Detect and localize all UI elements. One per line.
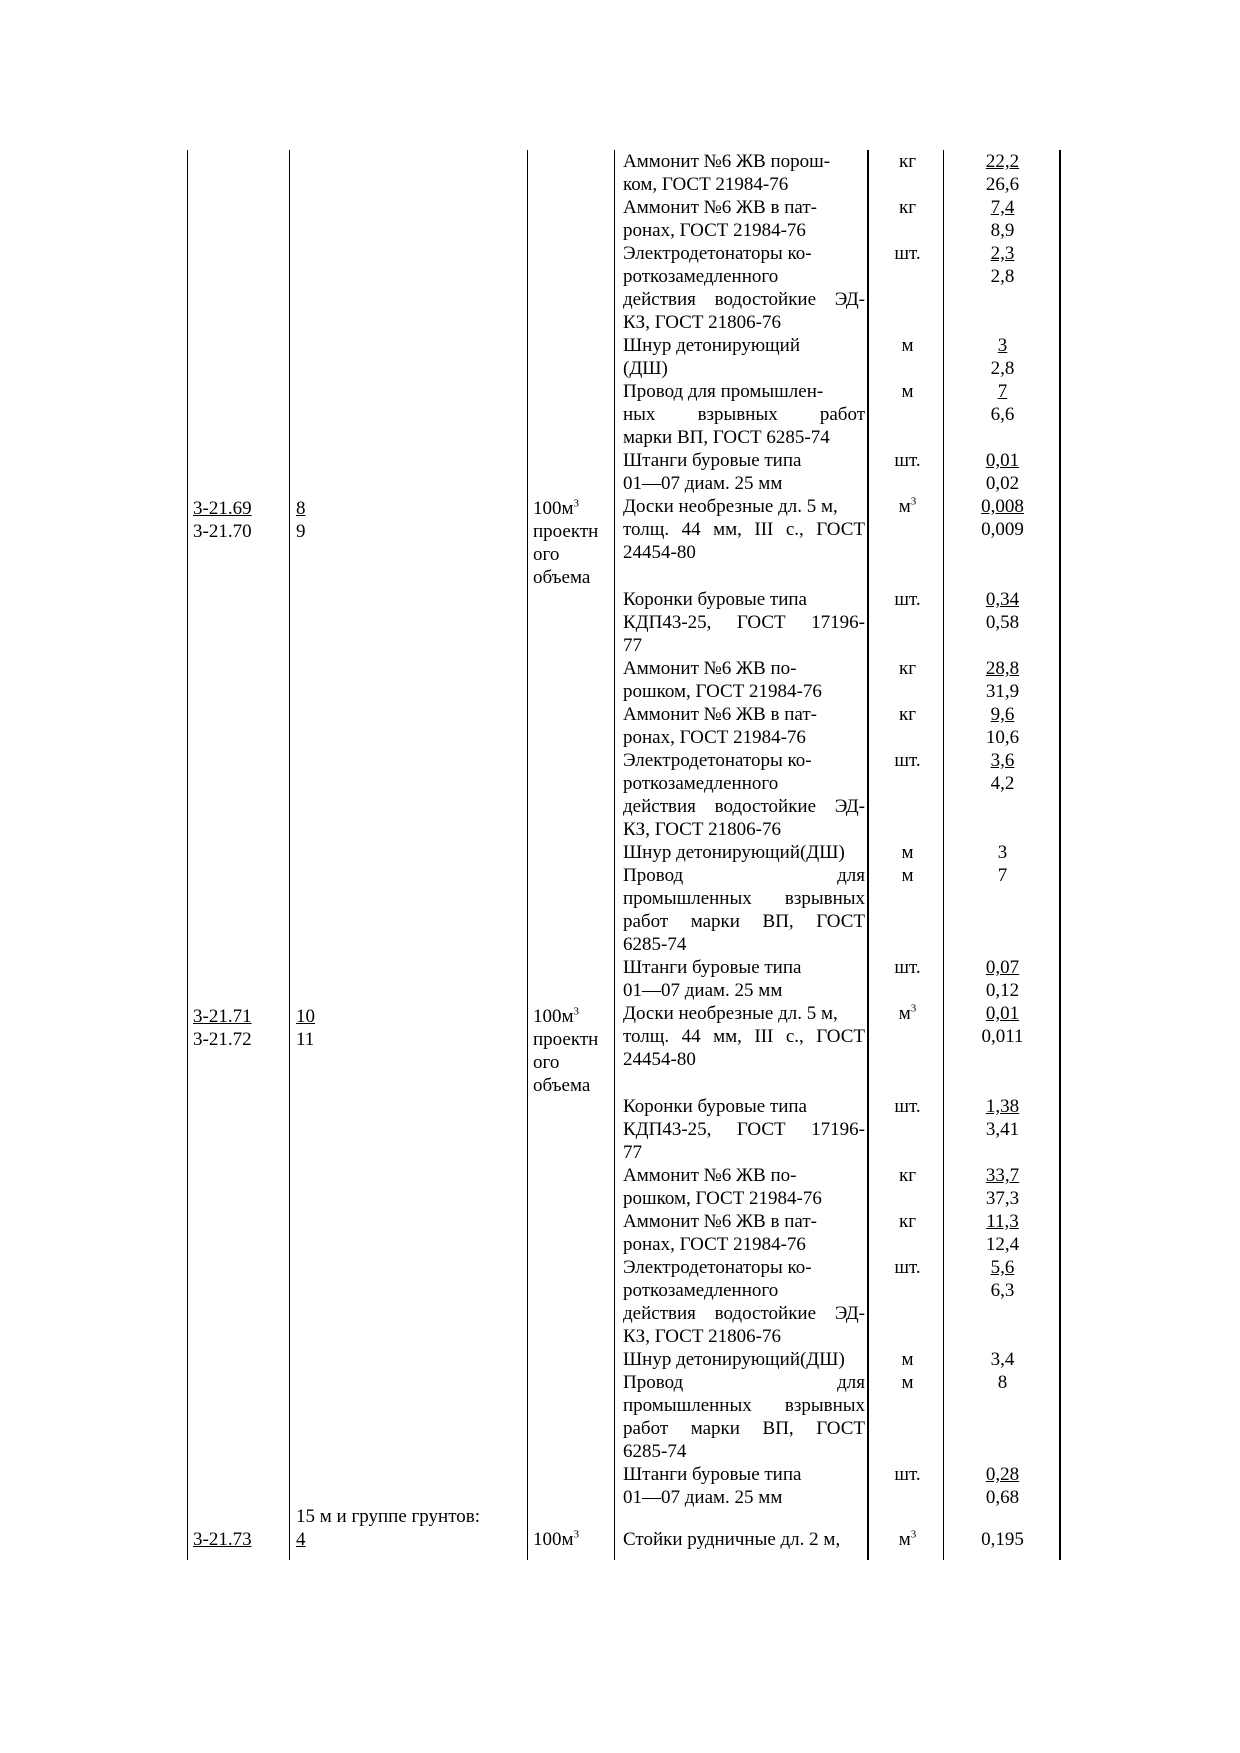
material-quantity bbox=[950, 703, 1055, 749]
quantity-norm: 33,7 bbox=[985, 1165, 1020, 1186]
norm-parameter: 8 bbox=[296, 498, 306, 519]
material-unit: шт. bbox=[894, 1257, 921, 1278]
quantity-norm-alt: 0,12 bbox=[985, 980, 1020, 1001]
norm-parameter: 10 bbox=[296, 1006, 315, 1027]
material-name bbox=[623, 449, 865, 495]
material-name-line: Доски необрезные дл. 5 м, bbox=[623, 496, 838, 517]
material-unit: шт. bbox=[894, 589, 921, 610]
material-quantity bbox=[950, 242, 1055, 288]
material-quantity bbox=[950, 841, 1055, 864]
material-quantity bbox=[950, 1210, 1055, 1256]
material-name bbox=[623, 956, 865, 1002]
material-name-line: толщ. 44 мм, III с., ГОСТ bbox=[623, 519, 865, 540]
material-name-line: Штанги буровые типа bbox=[623, 450, 802, 471]
material-name-line: Коронки буровые типа bbox=[623, 1096, 807, 1117]
material-name-line: марки ВП, ГОСТ 6285-74 bbox=[623, 427, 830, 448]
material-unit: $м^3$ bbox=[898, 1002, 917, 1024]
norm-parameter: 4 bbox=[296, 1529, 306, 1550]
material-quantity bbox=[950, 334, 1055, 380]
material-name-line: промышленных взрывных bbox=[623, 1395, 865, 1416]
measure-unit: $100м^3$ bbox=[533, 1005, 580, 1027]
quantity-norm: 0,34 bbox=[985, 589, 1020, 610]
quantity-norm: 22,2 bbox=[985, 151, 1020, 172]
material-name bbox=[623, 657, 865, 703]
quantity-norm: 3,4 bbox=[990, 1349, 1015, 1370]
material-name-line: промышленных взрывных bbox=[623, 888, 865, 909]
quantity-norm: 7,4 bbox=[990, 197, 1015, 218]
quantity-norm-alt: 8,9 bbox=[990, 220, 1015, 241]
quantity-norm-alt: 6,3 bbox=[990, 1280, 1015, 1301]
norm-parameter: 9 bbox=[296, 521, 306, 542]
quantity-norm: 0,01 bbox=[985, 450, 1020, 471]
material-quantity bbox=[950, 196, 1055, 242]
material-name-line: рошком, ГОСТ 21984-76 bbox=[623, 1188, 822, 1209]
material-quantity bbox=[950, 1164, 1055, 1210]
material-name-line: 01—07 диам. 25 мм bbox=[623, 473, 783, 494]
material-name bbox=[623, 588, 865, 657]
section-heading: 15 м и группе грунтов: bbox=[296, 1506, 481, 1527]
quantity-norm-alt: 0,011 bbox=[981, 1026, 1024, 1047]
material-name-line: толщ. 44 мм, III с., ГОСТ bbox=[623, 1026, 865, 1047]
quantity-norm: 28,8 bbox=[985, 658, 1020, 679]
measure-unit: $100м^3$ bbox=[533, 1528, 580, 1550]
quantity-norm-alt: 0,68 bbox=[985, 1487, 1020, 1508]
norm-code: 3-21.71 bbox=[193, 1006, 252, 1027]
material-unit: кг bbox=[898, 704, 917, 725]
norm-code: 3-21.72 bbox=[193, 1029, 252, 1050]
material-name: Стойки рудничные дл. 2 м, bbox=[623, 1529, 841, 1550]
material-name-line: Аммонит №6 ЖВ по- bbox=[623, 658, 797, 679]
material-quantity bbox=[950, 1256, 1055, 1302]
material-unit: кг bbox=[898, 197, 917, 218]
quantity-norm: 7 bbox=[997, 865, 1008, 886]
quantity-norm: 5,6 bbox=[990, 1257, 1015, 1278]
material-name-line: 24454-80 bbox=[623, 542, 696, 563]
quantity-norm-alt: 6,6 bbox=[990, 404, 1015, 425]
material-name bbox=[623, 1210, 865, 1256]
material-name-line: ком, ГОСТ 21984-76 bbox=[623, 174, 789, 195]
material-unit: м bbox=[901, 842, 914, 863]
measure-unit-text: проектн bbox=[533, 521, 599, 542]
material-name-line: Аммонит №6 ЖВ по- bbox=[623, 1165, 797, 1186]
material-unit: кг bbox=[898, 1211, 917, 1232]
material-name bbox=[623, 196, 865, 242]
material-unit: $м^3$ bbox=[898, 1528, 917, 1550]
material-name-line: Шнур детонирующий(ДШ) bbox=[623, 1349, 845, 1370]
material-name-line: работ марки ВП, ГОСТ bbox=[623, 1418, 865, 1439]
quantity-norm-alt: 31,9 bbox=[985, 681, 1020, 702]
quantity-norm-alt: 4,2 bbox=[990, 773, 1015, 794]
measure-unit-text: объема bbox=[533, 1075, 591, 1096]
material-quantity bbox=[950, 1002, 1055, 1048]
material-quantity bbox=[950, 588, 1055, 634]
material-name bbox=[623, 1463, 865, 1509]
material-unit: м bbox=[901, 865, 914, 886]
quantity-norm: 2,3 bbox=[990, 243, 1015, 264]
material-quantity bbox=[950, 449, 1055, 495]
material-name-line: ронах, ГОСТ 21984-76 bbox=[623, 727, 806, 748]
material-name bbox=[623, 864, 865, 956]
measure-unit-text: проектн bbox=[533, 1029, 599, 1050]
material-quantity bbox=[950, 1371, 1055, 1394]
material-name bbox=[623, 1256, 865, 1348]
table-rule bbox=[187, 150, 188, 1560]
material-name-line: Электродетонаторы ко- bbox=[623, 750, 812, 771]
material-name-line: Аммонит №6 ЖВ в пат- bbox=[623, 704, 817, 725]
material-name-line: 01—07 диам. 25 мм bbox=[623, 1487, 783, 1508]
table-rule bbox=[1059, 150, 1061, 1560]
material-name-line: Электродетонаторы ко- bbox=[623, 1257, 812, 1278]
material-unit: кг bbox=[898, 658, 917, 679]
norm-code: 3-21.73 bbox=[193, 1529, 252, 1550]
norm-code: 3-21.70 bbox=[193, 521, 252, 542]
material-quantity bbox=[950, 749, 1055, 795]
table-rule bbox=[614, 150, 615, 1560]
quantity-norm-alt: 2,8 bbox=[990, 358, 1015, 379]
material-name-line: КДП43-25, ГОСТ 17196- bbox=[623, 1119, 865, 1140]
material-name-line: 01—07 диам. 25 мм bbox=[623, 980, 783, 1001]
material-quantity bbox=[950, 380, 1055, 426]
material-name-line: Аммонит №6 ЖВ в пат- bbox=[623, 1211, 817, 1232]
norm-parameter: 11 bbox=[296, 1029, 315, 1050]
material-name-line: Аммонит №6 ЖВ порош- bbox=[623, 151, 831, 172]
quantity-norm: 11,3 bbox=[986, 1211, 1019, 1232]
norm-code: 3-21.69 bbox=[193, 498, 252, 519]
material-name bbox=[623, 1371, 865, 1463]
quantity-norm-alt: 0,02 bbox=[985, 473, 1020, 494]
quantity-norm-alt: 10,6 bbox=[985, 727, 1020, 748]
material-name-line: Доски необрезные дл. 5 м, bbox=[623, 1003, 838, 1024]
quantity-norm-alt: 0,009 bbox=[981, 519, 1024, 540]
material-name-line: ронах, ГОСТ 21984-76 bbox=[623, 220, 806, 241]
material-quantity bbox=[950, 864, 1055, 887]
material-quantity: 0,195 bbox=[981, 1529, 1024, 1550]
material-name-line: 6285-74 bbox=[623, 1441, 687, 1462]
quantity-norm: 3,6 bbox=[990, 750, 1015, 771]
quantity-norm: 0,01 bbox=[985, 1003, 1020, 1024]
quantity-norm: 7 bbox=[997, 381, 1008, 402]
material-name-line: Коронки буровые типа bbox=[623, 589, 807, 610]
material-name-line: Электродетонаторы ко- bbox=[623, 243, 812, 264]
material-name-line: Провод для bbox=[623, 1372, 865, 1393]
material-name bbox=[623, 242, 865, 334]
material-quantity bbox=[950, 1095, 1055, 1141]
material-name bbox=[623, 1002, 865, 1071]
material-unit: шт. bbox=[894, 1464, 921, 1485]
quantity-norm: 0,07 bbox=[985, 957, 1020, 978]
quantity-norm: 3 bbox=[997, 842, 1008, 863]
quantity-norm-alt: 2,8 bbox=[990, 266, 1015, 287]
quantity-norm: 8 bbox=[997, 1372, 1008, 1393]
material-unit: шт. bbox=[894, 957, 921, 978]
material-unit: кг bbox=[898, 1165, 917, 1186]
quantity-norm-alt: 0,58 bbox=[985, 612, 1020, 633]
material-quantity bbox=[950, 657, 1055, 703]
material-name-line: Провод для промышлен- bbox=[623, 381, 824, 402]
material-name bbox=[623, 1348, 865, 1371]
material-name-line: ных взрывных работ bbox=[623, 404, 865, 425]
material-name-line: ронах, ГОСТ 21984-76 bbox=[623, 1234, 806, 1255]
material-name bbox=[623, 749, 865, 841]
material-quantity bbox=[950, 956, 1055, 1002]
material-unit: шт. bbox=[894, 1096, 921, 1117]
measure-unit-text: объема bbox=[533, 567, 591, 588]
measure-unit-text: ого bbox=[533, 1052, 560, 1073]
material-name-line: Шнур детонирующий(ДШ) bbox=[623, 842, 845, 863]
material-name-line: Шнур детонирующий bbox=[623, 335, 800, 356]
material-name-line: действия водостойкие ЭД- bbox=[623, 1303, 865, 1324]
material-quantity bbox=[950, 1348, 1055, 1371]
quantity-norm-alt: 26,6 bbox=[985, 174, 1020, 195]
quantity-norm-alt: 12,4 bbox=[985, 1234, 1020, 1255]
quantity-norm: 0,28 bbox=[985, 1464, 1020, 1485]
material-name bbox=[623, 703, 865, 749]
material-unit: м bbox=[901, 1349, 914, 1370]
material-name-line: действия водостойкие ЭД- bbox=[623, 796, 865, 817]
material-quantity bbox=[950, 150, 1055, 196]
material-name-line: 24454-80 bbox=[623, 1049, 696, 1070]
material-name bbox=[623, 495, 865, 564]
material-name bbox=[623, 150, 865, 196]
material-name-line: роткозамедленного bbox=[623, 773, 779, 794]
quantity-norm: 1,38 bbox=[985, 1096, 1020, 1117]
quantity-norm-alt: 37,3 bbox=[985, 1188, 1020, 1209]
table-rule bbox=[867, 150, 869, 1560]
material-unit: кг bbox=[898, 151, 917, 172]
quantity-norm: 3 bbox=[997, 335, 1008, 356]
measure-unit: $100м^3$ bbox=[533, 497, 580, 519]
material-name-line: КЗ, ГОСТ 21806-76 bbox=[623, 1326, 782, 1347]
material-name-line: роткозамедленного bbox=[623, 1280, 779, 1301]
material-name-line: КЗ, ГОСТ 21806-76 bbox=[623, 819, 782, 840]
material-name-line: КДП43-25, ГОСТ 17196- bbox=[623, 612, 865, 633]
measure-unit-text: ого bbox=[533, 544, 560, 565]
material-quantity bbox=[950, 1463, 1055, 1509]
material-name-line: Провод для bbox=[623, 865, 865, 886]
table-rule bbox=[289, 150, 290, 1560]
material-unit: м bbox=[901, 335, 914, 356]
quantity-norm: 9,6 bbox=[990, 704, 1015, 725]
material-name bbox=[623, 334, 865, 380]
material-name-line: 77 bbox=[623, 635, 642, 656]
material-name-line: 77 bbox=[623, 1142, 642, 1163]
material-name-line: 6285-74 bbox=[623, 934, 687, 955]
material-unit: м bbox=[901, 1372, 914, 1393]
material-name bbox=[623, 1164, 865, 1210]
material-name-line: Аммонит №6 ЖВ в пат- bbox=[623, 197, 817, 218]
material-unit: шт. bbox=[894, 450, 921, 471]
quantity-norm: 0,008 bbox=[981, 496, 1024, 517]
material-name bbox=[623, 841, 865, 864]
quantity-norm-alt: 3,41 bbox=[985, 1119, 1020, 1140]
material-quantity bbox=[950, 495, 1055, 541]
material-name-line: Штанги буровые типа bbox=[623, 957, 802, 978]
material-name bbox=[623, 380, 865, 449]
material-name-line: Штанги буровые типа bbox=[623, 1464, 802, 1485]
table-rule bbox=[527, 150, 528, 1560]
material-name-line: КЗ, ГОСТ 21806-76 bbox=[623, 312, 782, 333]
material-name-line: рошком, ГОСТ 21984-76 bbox=[623, 681, 822, 702]
material-name-line: работ марки ВП, ГОСТ bbox=[623, 911, 865, 932]
material-unit: шт. bbox=[894, 750, 921, 771]
material-name-line: роткозамедленного bbox=[623, 266, 779, 287]
material-unit: м bbox=[901, 381, 914, 402]
material-unit: $м^3$ bbox=[898, 495, 917, 517]
material-name-line: (ДШ) bbox=[623, 358, 668, 379]
material-name bbox=[623, 1095, 865, 1164]
material-unit: шт. bbox=[894, 243, 921, 264]
material-name-line: действия водостойкие ЭД- bbox=[623, 289, 865, 310]
